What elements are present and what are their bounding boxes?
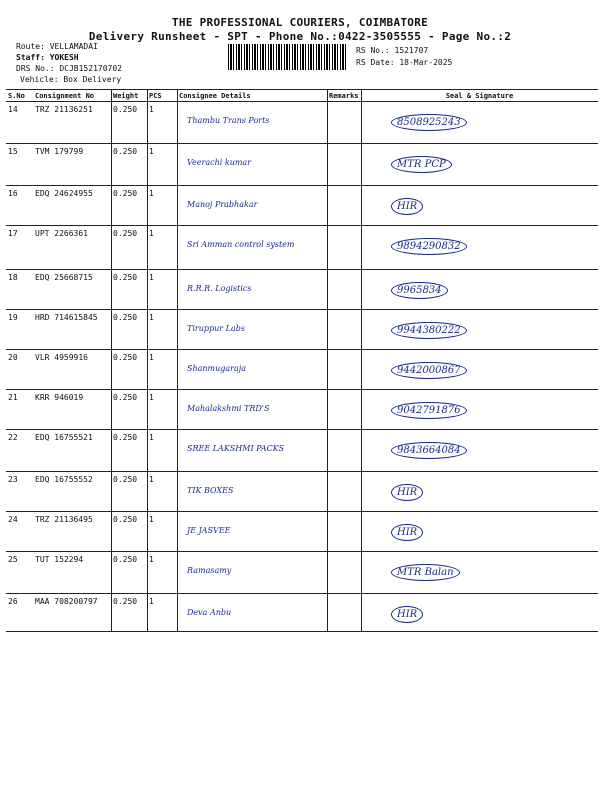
row-consignee: Mahalakshmi TRD'S: [177, 390, 327, 430]
row-sno: 24: [6, 512, 33, 552]
col-remarks: Remarks: [327, 90, 361, 102]
row-consignee: Veerachi kumar: [177, 144, 327, 186]
row-remarks: [327, 390, 361, 430]
row-sno: 20: [6, 350, 33, 390]
row-consignee: Tiruppur Labs: [177, 310, 327, 350]
row-pcs: 1: [147, 270, 177, 310]
row-weight: 0.250: [111, 226, 147, 270]
table-row: [6, 186, 598, 226]
row-consignment-no: EDQ 24624955: [33, 186, 111, 226]
row-consignment-no: TVM 179799: [33, 144, 111, 186]
row-pcs: 1: [147, 310, 177, 350]
row-pcs: 1: [147, 552, 177, 594]
table-row: [6, 270, 598, 310]
row-remarks: [327, 594, 361, 632]
row-remarks: [327, 552, 361, 594]
row-weight: 0.250: [111, 594, 147, 632]
staff-label: Staff: YOKESH: [16, 53, 79, 62]
row-consignment-no: TRZ 21136251: [33, 102, 111, 144]
row-sno: 22: [6, 430, 33, 472]
row-weight: 0.250: [111, 350, 147, 390]
vehicle-label: Vehicle: Box Delivery: [20, 75, 122, 84]
col-pcs: PCS: [147, 90, 177, 102]
row-consignee: Thambu Trans Ports: [177, 102, 327, 144]
row-pcs: 1: [147, 226, 177, 270]
rs-date: RS Date: 18-Mar-2025: [356, 58, 453, 67]
col-weight: Weight: [111, 90, 147, 102]
table-row: [6, 350, 598, 390]
row-pcs: 1: [147, 102, 177, 144]
signature-handwriting: MTR Balan: [391, 564, 460, 581]
row-signature: [361, 594, 598, 632]
row-sno: 26: [6, 594, 33, 632]
row-signature: [361, 472, 598, 512]
row-consignee: JE JASVEE: [177, 512, 327, 552]
table-header-row: [6, 90, 598, 102]
runsheet-table: [6, 89, 598, 632]
col-consignee: Consignee Details: [177, 90, 327, 102]
row-weight: 0.250: [111, 102, 147, 144]
row-weight: 0.250: [111, 552, 147, 594]
row-pcs: 1: [147, 390, 177, 430]
table-row: [6, 144, 598, 186]
table-row: [6, 226, 598, 270]
runsheet-heading: Delivery Runsheet - SPT - Phone No.:0422-3505555 - Page No.:2: [88, 30, 512, 43]
row-signature: [361, 350, 598, 390]
col-consignment: Consignment No: [33, 90, 111, 102]
row-signature: [361, 102, 598, 144]
row-signature: [361, 226, 598, 270]
signature-handwriting: 9965834: [391, 282, 448, 299]
row-pcs: 1: [147, 430, 177, 472]
table-row: [6, 512, 598, 552]
row-signature: [361, 512, 598, 552]
row-remarks: [327, 472, 361, 512]
row-signature: [361, 186, 598, 226]
signature-handwriting: 8508925243: [391, 114, 467, 131]
row-consignment-no: HRD 714615845: [33, 310, 111, 350]
row-remarks: [327, 144, 361, 186]
row-remarks: [327, 512, 361, 552]
signature-handwriting: HIR: [391, 484, 423, 501]
row-signature: [361, 144, 598, 186]
col-sno: S.No: [6, 90, 33, 102]
route-label: Route: VELLAMADAI: [16, 42, 98, 51]
signature-handwriting: HIR: [391, 524, 423, 541]
row-sno: 14: [6, 102, 33, 144]
row-consignment-no: VLR 4959916: [33, 350, 111, 390]
row-remarks: [327, 102, 361, 144]
row-sno: 17: [6, 226, 33, 270]
row-sno: 23: [6, 472, 33, 512]
signature-handwriting: HIR: [391, 606, 423, 623]
signature-handwriting: HIR: [391, 198, 423, 215]
row-remarks: [327, 310, 361, 350]
signature-handwriting: 9894290832: [391, 238, 467, 255]
signature-handwriting: 9042791876: [391, 402, 467, 419]
company-title: THE PROFESSIONAL COURIERS, COIMBATORE: [171, 16, 429, 29]
row-weight: 0.250: [111, 390, 147, 430]
row-consignment-no: EDQ 16755521: [33, 430, 111, 472]
row-weight: 0.250: [111, 512, 147, 552]
row-consignee: Sri Amman control system: [177, 226, 327, 270]
barcode: [228, 44, 346, 70]
row-weight: 0.250: [111, 270, 147, 310]
row-pcs: 1: [147, 512, 177, 552]
table-row: [6, 552, 598, 594]
column-divider: [327, 89, 328, 632]
row-consignee: Shanmugaraja: [177, 350, 327, 390]
row-sno: 19: [6, 310, 33, 350]
row-consignment-no: TRZ 21136495: [33, 512, 111, 552]
signature-handwriting: 9843664084: [391, 442, 467, 459]
row-remarks: [327, 226, 361, 270]
row-weight: 0.250: [111, 430, 147, 472]
row-consignee: Manoj Prabhakar: [177, 186, 327, 226]
row-weight: 0.250: [111, 472, 147, 512]
row-signature: [361, 430, 598, 472]
table-row: [6, 430, 598, 472]
table-row: [6, 472, 598, 512]
row-sno: 16: [6, 186, 33, 226]
row-weight: 0.250: [111, 186, 147, 226]
signature-handwriting: MTR PCP: [391, 156, 452, 173]
signature-handwriting: 9944380222: [391, 322, 467, 339]
row-pcs: 1: [147, 144, 177, 186]
row-sno: 25: [6, 552, 33, 594]
signature-handwriting: 9442000867: [391, 362, 467, 379]
row-pcs: 1: [147, 594, 177, 632]
rs-number: RS No.: 1521707: [356, 46, 429, 55]
drs-number: DRS No.: DCJB152170702: [16, 64, 122, 73]
column-divider: [177, 89, 178, 632]
column-divider: [361, 89, 362, 632]
row-sno: 21: [6, 390, 33, 430]
row-consignee: R.R.R. Logistics: [177, 270, 327, 310]
column-divider: [111, 89, 112, 632]
row-pcs: 1: [147, 472, 177, 512]
table-row: [6, 102, 598, 144]
table-row: [6, 390, 598, 430]
row-remarks: [327, 430, 361, 472]
column-divider: [147, 89, 148, 632]
row-consignee: Ramasamy: [177, 552, 327, 594]
row-consignment-no: KRR 946019: [33, 390, 111, 430]
row-weight: 0.250: [111, 144, 147, 186]
row-consignment-no: TUT 152294: [33, 552, 111, 594]
row-sno: 18: [6, 270, 33, 310]
row-weight: 0.250: [111, 310, 147, 350]
row-consignment-no: EDQ 16755552: [33, 472, 111, 512]
table-row: [6, 310, 598, 350]
row-pcs: 1: [147, 350, 177, 390]
row-consignment-no: MAA 708200797: [33, 594, 111, 632]
row-consignee: TIK BOXES: [177, 472, 327, 512]
row-signature: [361, 552, 598, 594]
row-consignment-no: UPT 2266361: [33, 226, 111, 270]
row-remarks: [327, 186, 361, 226]
col-seal-signature: Seal & Signature: [361, 90, 598, 102]
row-signature: [361, 270, 598, 310]
row-pcs: 1: [147, 186, 177, 226]
row-consignee: Deva Anbu: [177, 594, 327, 632]
row-signature: [361, 390, 598, 430]
row-remarks: [327, 350, 361, 390]
row-signature: [361, 310, 598, 350]
row-remarks: [327, 270, 361, 310]
row-consignee: SREE LAKSHMI PACKS: [177, 430, 327, 472]
row-consignment-no: EDQ 25668715: [33, 270, 111, 310]
row-sno: 15: [6, 144, 33, 186]
table-row: [6, 594, 598, 632]
